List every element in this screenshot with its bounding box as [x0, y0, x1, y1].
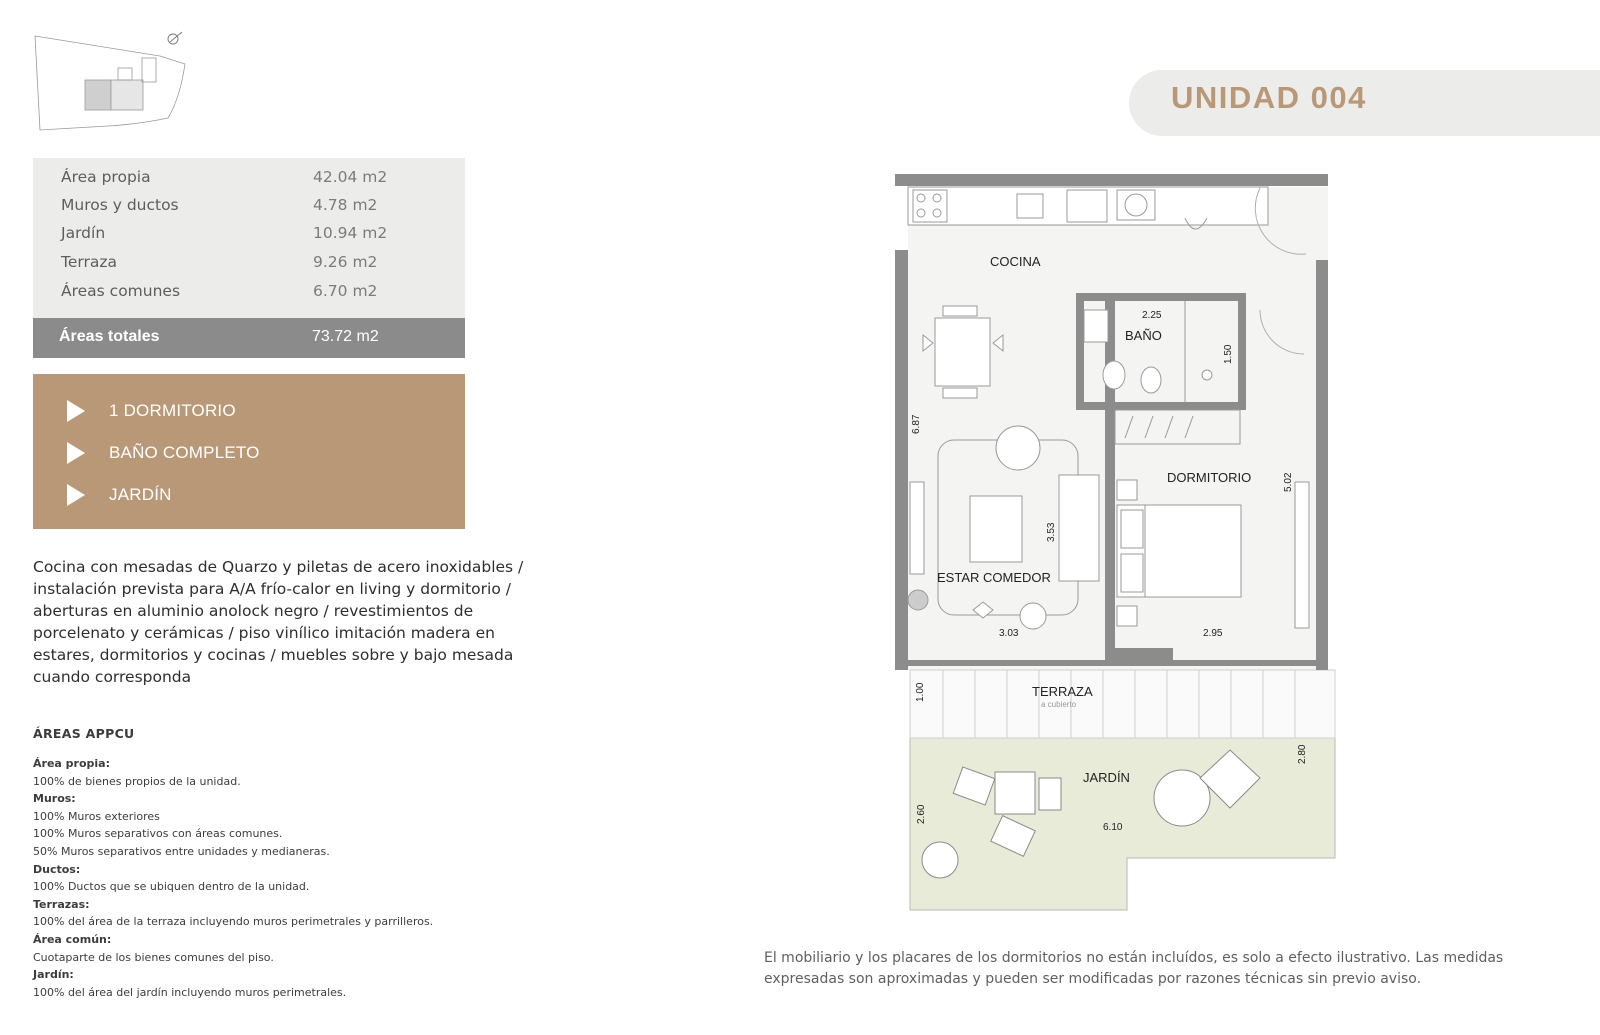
appcu-line: Terrazas: [33, 897, 90, 911]
area-label: Áreas comunes [61, 282, 181, 300]
feature-label: 1 DORMITORIO [109, 401, 236, 420]
dimension-label: 6.10 [1103, 822, 1123, 833]
play-triangle-icon [67, 442, 85, 464]
appcu-line: Ductos: [33, 862, 81, 876]
appcu-line: 100% Ductos que se ubiquen dentro de la unidad. [33, 880, 310, 894]
dimension-label: 1.00 [915, 682, 926, 702]
terrace-deck [910, 670, 1335, 738]
play-triangle-icon [67, 400, 85, 422]
appcu-line: 100% Muros separativos con áreas comunes. [33, 827, 283, 841]
room-label-estar: ESTAR COMEDOR [937, 570, 1051, 585]
north-arrow-icon [168, 32, 182, 44]
room-label-bano: BAÑO [1125, 328, 1162, 343]
area-row-terraza [33, 249, 465, 277]
room-label-jardin: JARDÍN [1083, 770, 1130, 785]
appcu-line: 100% del área de la terraza incluyendo muros perimetrales y parrilleros. [33, 915, 434, 929]
area-value: 10.94 m2 [313, 224, 388, 242]
total-value: 73.72 m2 [312, 328, 379, 345]
appcu-line: Jardín: [33, 968, 74, 982]
room-sublabel-terraza: a cubierto [1041, 700, 1077, 709]
room-label-cocina: COCINA [990, 254, 1041, 269]
appcu-line: Muros: [33, 792, 76, 806]
appcu-line: 50% Muros separativos entre unidades y medianeras. [33, 844, 330, 858]
area-label: Área propia [61, 168, 151, 186]
feature-item [33, 476, 465, 512]
area-value: 42.04 m2 [313, 168, 388, 186]
dimension-label: 1.50 [1223, 344, 1234, 364]
area-value: 6.70 m2 [313, 282, 378, 300]
appcu-line: Área común: [33, 932, 112, 946]
area-row-jardin [33, 220, 465, 248]
dimension-label: 2.60 [916, 804, 927, 824]
feature-label: BAÑO COMPLETO [109, 443, 260, 462]
area-row-comunes [33, 278, 465, 306]
garden-area [910, 738, 1335, 910]
dimension-label: 3.53 [1046, 522, 1057, 542]
kitchen-counter [908, 187, 1268, 229]
area-row-propia [33, 164, 465, 192]
unit-banner [1129, 70, 1600, 136]
dimension-label: 6.87 [911, 414, 922, 434]
dimension-label: 3.03 [999, 628, 1019, 639]
appcu-line: 100% del área del jardín incluyendo muros perimetrales. [33, 985, 347, 999]
feature-label: JARDÍN [109, 485, 172, 504]
area-value: 4.78 m2 [313, 196, 378, 214]
appcu-line: 100% Muros exteriores [33, 809, 160, 823]
areas-table [33, 158, 465, 358]
floor-plan [895, 170, 1355, 920]
appcu-section [33, 726, 553, 1001]
appcu-line: Cuotaparte de los bienes comunes del piso. [33, 950, 274, 964]
area-label: Jardín [61, 224, 106, 242]
area-value: 9.26 m2 [313, 253, 378, 271]
finishes-description: Cocina con mesadas de Quarzo y piletas de acero inoxidables / instalación prevista para A/A frío-calor en living y dormitorio / aberturas en aluminio anolock negro / revestimientos de porcelenato y cerámicas / piso vinílico imitación madera en estares, dormitorios y cocinas / muebles sobre y bajo mesada cuando corresponda [33, 558, 524, 686]
appcu-line: Área propia: [33, 757, 110, 770]
areas-total-row [33, 318, 465, 358]
areas-rows [33, 158, 465, 318]
room-label-dormitorio: DORMITORIO [1167, 470, 1252, 485]
site-key-plan [30, 28, 200, 136]
feature-item [33, 434, 465, 470]
area-label: Terraza [61, 253, 117, 271]
room-label-terraza: TERRAZA [1032, 684, 1093, 699]
dimension-label: 2.95 [1203, 628, 1223, 639]
play-triangle-icon [67, 484, 85, 506]
total-label: Áreas totales [59, 328, 160, 345]
interior-floor [908, 187, 1328, 670]
feature-item [33, 392, 465, 428]
features-box [33, 374, 465, 529]
area-label: Muros y ductos [61, 196, 179, 214]
area-row-muros [33, 192, 465, 220]
dimension-label: 5.02 [1283, 472, 1294, 492]
appcu-title: ÁREAS APPCU [33, 726, 135, 741]
dimension-label: 2.25 [1142, 310, 1162, 321]
dimension-label: 2.80 [1297, 744, 1308, 764]
unit-title: UNIDAD 004 [1171, 80, 1367, 115]
disclaimer-note: El mobiliario y los placares de los dormitorios no están incluídos, es solo a efecto ilustrativo. Las medidas expresadas son aproximadas y pueden ser modificadas por razones técnicas sin previo aviso. [764, 950, 1504, 987]
appcu-line: 100% de bienes propios de la unidad. [33, 774, 241, 788]
